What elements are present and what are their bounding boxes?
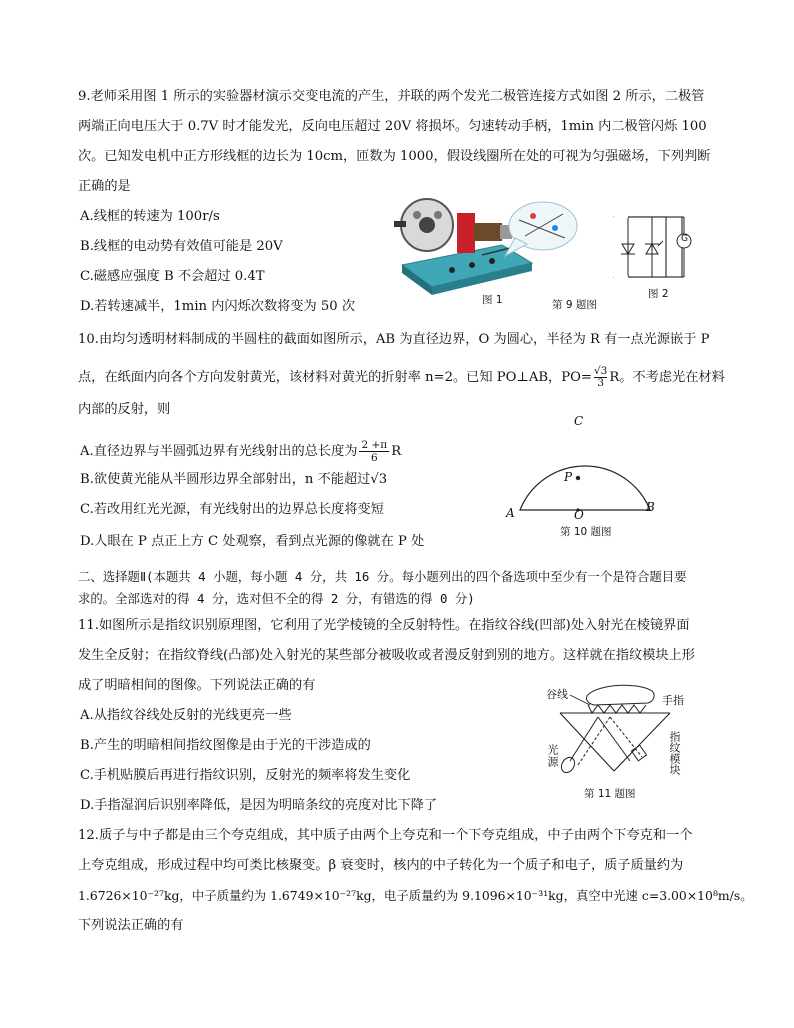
q11-option-a: A.从指纹谷线处反射的光线更亮一些 [80, 708, 292, 723]
q11-option-c: C.手机贴膜后再进行指纹识别，反射光的频率将发生变化 [80, 768, 411, 783]
q10-option-d: D.人眼在 P 点正上方 C 处观察，看到点光源的像就在 P 处 [80, 534, 425, 549]
q9-figure-caption: 第 9 题图 [552, 299, 597, 311]
q10-po-denominator: 3 [597, 377, 605, 389]
q9-option-c: C.磁感应强度 B 不会超过 0.4T [80, 269, 265, 284]
q10-option-a-tail: R [391, 444, 402, 459]
q10-option-a-numerator: 2 +π [361, 439, 388, 451]
q10-label-c: C [574, 414, 584, 428]
q9-option-d: D.若转速减半，1min 内闪烁次数将变为 50 次 [80, 299, 356, 314]
q10-option-a [80, 439, 401, 464]
q10-label-a: A [506, 506, 515, 520]
q9-line-3: 次。已知发电机中正方形线框的边长为 10cm，匝数为 1000，假设线圈所在处的可视为匀强磁场，下列判断 [78, 149, 711, 164]
q10-option-a-fraction [359, 439, 389, 464]
q10-line-3: 内部的反射，则 [78, 402, 171, 417]
q10-option-a-denominator: 6 [370, 452, 378, 464]
q10-figure-caption: 第 10 题图 [560, 526, 612, 538]
q10-semicircle-figure [510, 410, 660, 520]
q11-option-d: D.手指湿润后识别率降低，是因为明暗条纹的亮度对比下降了 [80, 798, 438, 813]
q10-po-numerator: √3 [593, 365, 608, 377]
q12-line-4: 下列说法正确的有 [78, 918, 184, 933]
q11-line-2: 发生全反射；在指纹脊线(凸部)处入射光的某些部分被吸收或者漫反射到别的地方。这样就在指纹模块上形 [78, 648, 695, 663]
q10-line-2-tail: R。不考虑光在材料 [609, 370, 725, 385]
q11-line-1: 11.如图所示是指纹识别原理图，它利用了光学棱镜的全反射特性。在指纹谷线(凹部)处入射光在棱镜界面 [78, 618, 690, 633]
q10-option-c: C.若改用红光光源，有光线射出的边界总长度将变短 [80, 502, 384, 517]
q12-line-1: 12.质子与中子都是由三个夸克组成，其中质子由两个上夸克和一个下夸克组成，中子由两个下夸克和一个 [78, 828, 693, 843]
q12-line-3: 1.6726×10⁻²⁷kg，中子质量约为 1.6749×10⁻²⁷kg，电子质量约为 9.1096×10⁻³¹kg，真空中光速 c=3.00×10⁸m/s。 [78, 888, 753, 903]
q9-option-a: A.线框的转速为 100r/s [80, 209, 220, 224]
q9-line-1: 9.老师采用图 1 所示的实验器材演示交变电流的产生，并联的两个发光二极管连接方式如图 2 所示，二极管 [78, 89, 705, 104]
q10-po-fraction [594, 366, 607, 389]
q10-line-2 [78, 366, 725, 389]
q11-figure-caption: 第 11 题图 [584, 788, 636, 800]
q10-label-b: B [646, 500, 655, 514]
q9-fig1-caption: 图 1 [482, 294, 503, 306]
q10-option-a-text: A.直径边界与半圆弧边界有光线射出的总长度为 [80, 444, 358, 459]
q10-line-2-text: 点，在纸面内向各个方向发射黄光，该材料对黄光的折射率 n=2。已知 PO⊥AB，PO= [78, 370, 592, 385]
section-2-heading-line-1: 二、选择题Ⅱ(本题共 4 小题，每小题 4 分，共 16 分。每小题列出的四个备选项中至少有一个是符合题目要 [78, 569, 687, 584]
q9-line-2: 两端正向电压大于 0.7V 时才能发光，反向电压超过 20V 将损坏。匀速转动手柄，1min 内二极管闪烁 100 [78, 119, 707, 134]
section-2-heading-line-2: 求的。全部选对的得 4 分，选对但不全的得 2 分，有错选的得 0 分) [78, 591, 475, 606]
q11-label-fingerprint-module: 指纹模块 [668, 731, 681, 775]
q12-line-2: 上夸克组成，形成过程中均可类比核聚变。β 衰变时，核内的中子转化为一个质子和电子，质子质量约为 [78, 858, 684, 873]
q10-label-o: O [574, 508, 584, 522]
q10-option-b: B.欲使黄光能从半圆形边界全部射出，n 不能超过√3 [80, 472, 388, 487]
q11-line-3: 成了明暗相间的图像。下列说法正确的有 [78, 678, 316, 693]
q11-label-valley: 谷线 [546, 688, 568, 701]
q9-option-b: B.线框的电动势有效值可能是 20V [80, 239, 283, 254]
q11-option-b: B.产生的明暗相间指纹图像是由于光的干涉造成的 [80, 738, 371, 753]
q9-fig2-caption: 图 2 [648, 288, 669, 300]
q9-line-4: 正确的是 [78, 179, 131, 194]
q11-label-finger: 手指 [662, 694, 684, 707]
q10-label-p: P [564, 470, 573, 484]
q9-figure-1-led-callout [505, 198, 585, 258]
q11-label-light-source: 光源 [546, 744, 559, 768]
q9-fig2-g-symbol: G [681, 234, 688, 244]
q10-line-1: 10.由均匀透明材料制成的半圆柱的截面如图所示，AB 为直径边界，O 为圆心，半径为 R 有一点光源嵌于 P [78, 332, 710, 347]
